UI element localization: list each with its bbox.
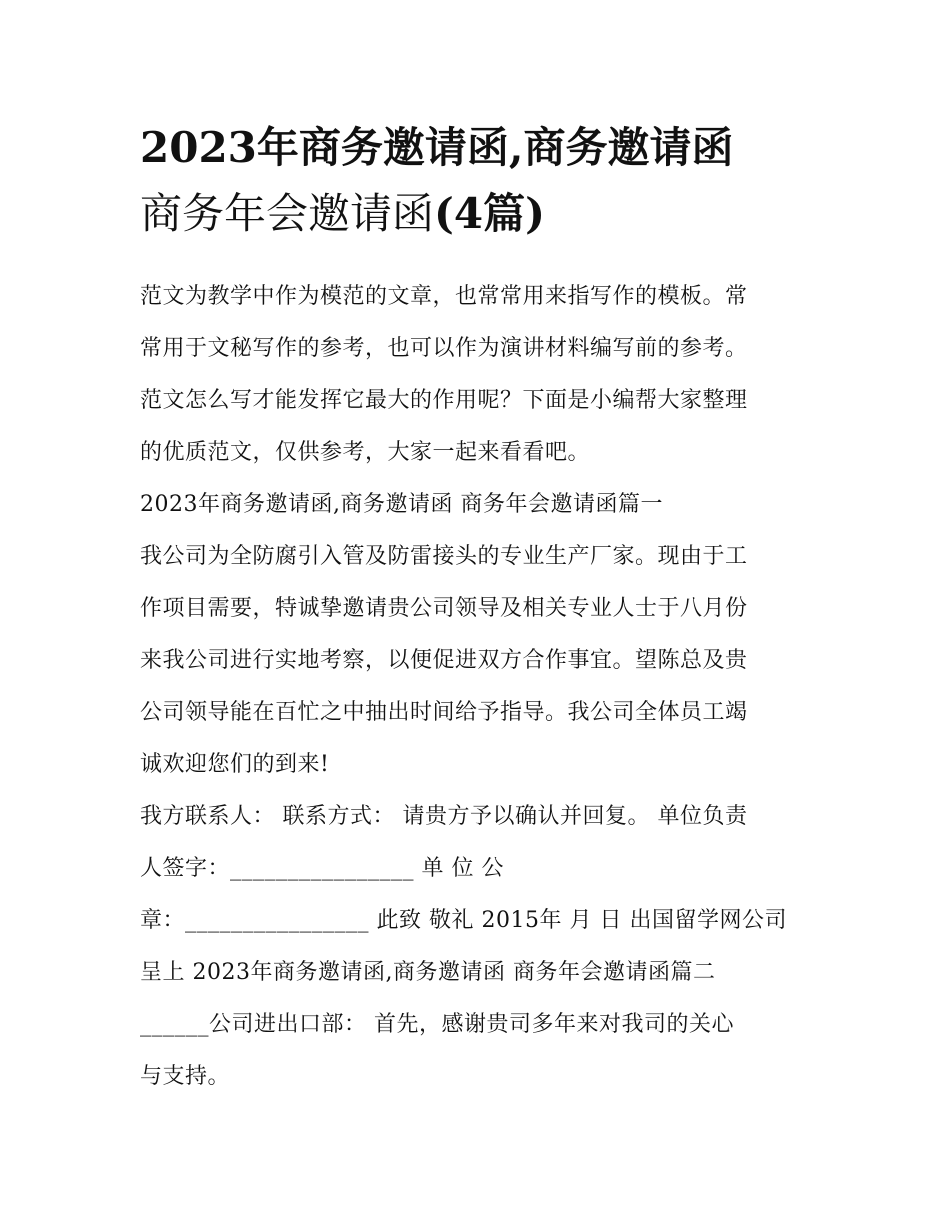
body-line: 范文为教学中作为模范的文章，也常常用来指写作的模板。常 [140, 284, 748, 309]
body-line: 我方联系人： 联系方式： 请贵方予以确认并回复。 单位负责 [140, 804, 748, 829]
section-heading-2: 呈上 2023年商务邀请函,商务邀请函 商务年会邀请函篇二 [140, 960, 716, 985]
body-line: ______公司进出口部： 首先，感谢贵司多年来对我司的关心 [140, 1012, 734, 1037]
title-line-2 [140, 181, 820, 247]
title-line-2-text: 商务年会邀请函 [140, 189, 435, 238]
title-line-1: 2023年商务邀请函,商务邀请函 [140, 123, 734, 172]
body-line: 常用于文秘写作的参考，也可以作为演讲材料编写前的参考。 [140, 336, 748, 361]
body-line: 章：________________ 此致 敬礼 2015年 月 日 出国留学网公司 [140, 908, 787, 933]
body-line: 与支持。 [140, 1064, 231, 1089]
body-line: 来我公司进行实地考察，以便促进双方合作事宜。望陈总及贵 [140, 648, 748, 673]
body-line: 我公司为全防腐引入管及防雷接头的专业生产厂家。现由于工 [140, 544, 748, 569]
body-line: 公司领导能在百忙之中抽出时间给予指导。我公司全体员工竭 [140, 700, 748, 725]
body-line: 范文怎么写才能发挥它最大的作用呢？下面是小编帮大家整理 [140, 388, 748, 413]
title-line-2-count: (4篇) [434, 189, 545, 238]
document-title [140, 115, 820, 247]
document-page [140, 115, 820, 1103]
body-line: 人签字：________________ 单 位 公 [140, 856, 504, 881]
document-body [140, 271, 820, 1103]
section-heading-1: 2023年商务邀请函,商务邀请函 商务年会邀请函篇一 [140, 492, 663, 517]
body-line: 诚欢迎您们的到来! [140, 752, 330, 777]
body-line: 作项目需要，特诚挚邀请贵公司领导及相关专业人士于八月份 [140, 596, 748, 621]
body-line: 的优质范文，仅供参考，大家一起来看看吧。 [140, 440, 591, 465]
